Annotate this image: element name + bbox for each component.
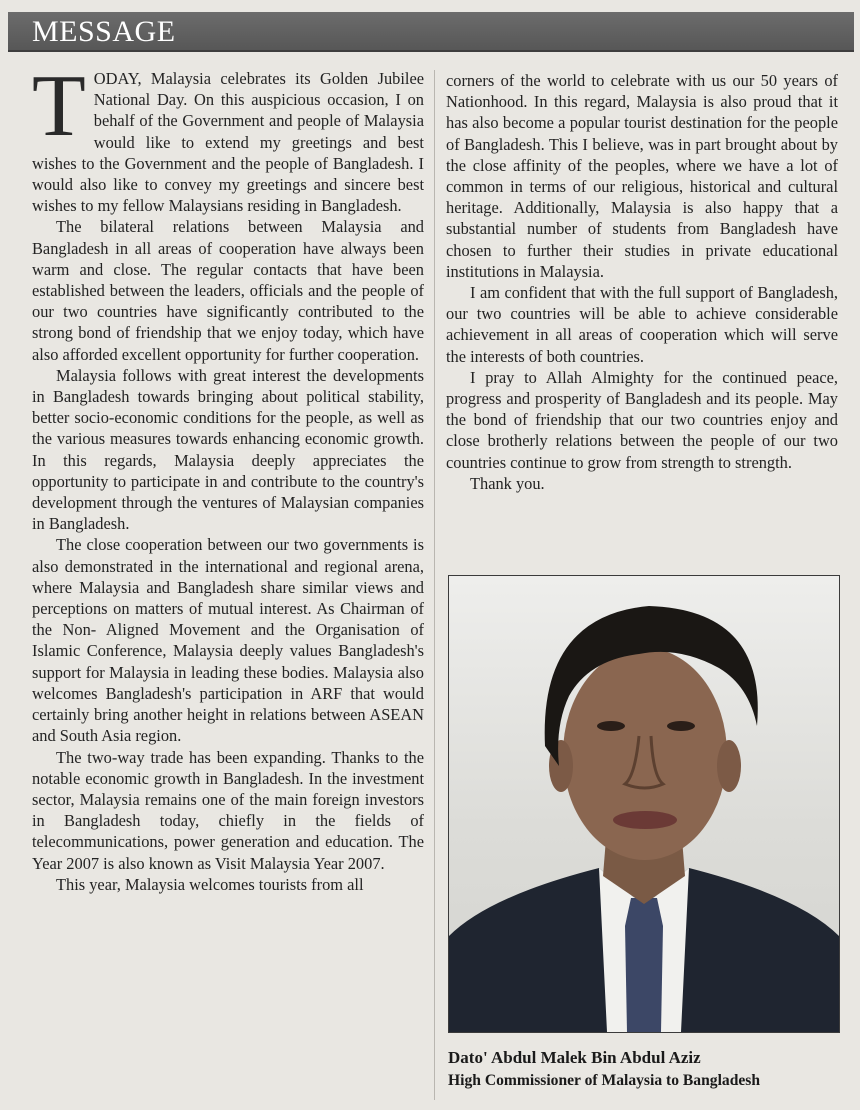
paragraph-8: I pray to Allah Almighty for the continued peace, progress and prosperity of Bangladesh and its people. May the bond of friendship that our two countries enjoy and close brotherly relations between the people of our two countries continue to grow from strength to strength. xyxy=(446,367,838,472)
closing-thanks: Thank you. xyxy=(470,473,545,493)
article-column-left xyxy=(32,58,424,895)
portrait-illustration xyxy=(449,576,839,1032)
paragraph-text: ODAY, Malaysia celebrates its Golden Jubilee National Day. On this auspicious occasion, I on behalf of the Government and people of Malaysia would like to extend my greetings and best wishes to the Government and the people of Bangladesh. I would also like to convey my greetings and sincere best wishes to my fellow Malaysians residing in Bangladesh. xyxy=(32,69,424,216)
paragraph-5: The two-way trade has been expanding. Thanks to the notable economic growth in Bangladesh. In the investment sector, Malaysia remains one of the main foreign investors in Bangladesh today, chiefly in the fields of telecommunications, power generation and education. The Year 2007 is also known as Visit Malaysia Year 2007. xyxy=(32,747,424,873)
column-divider xyxy=(434,70,435,1100)
article-column-right xyxy=(446,70,838,494)
photo-caption-name: Dato' Abdul Malek Bin Abdul Aziz xyxy=(448,1048,701,1067)
paragraph-2: The bilateral relations between Malaysia and Bangladesh in all areas of cooperation have always been warm and close. The regular contacts that have been established between the leaders, officials and the people of our two countries have significantly contributed to the strong bond of friendship that we enjoy today, which have also afforded excellent opportunity for further cooperation. xyxy=(32,217,424,364)
tie-shape xyxy=(625,898,663,1032)
drop-cap: T xyxy=(32,58,86,155)
paragraph-6-continued: corners of the world to celebrate with us our 50 years of Nationhood. In this regard, Malaysia is also proud that it has also become a popular tourist destination for the people of Bangladesh. This I believe, was in part brought about by the close affinity of the peoples, where we have a lot of common in terms of our religious, historical and cultural heritage. Additionally, Malaysia is also happy that a substantial number of students from Bangladesh have chosen to further their studies in private educational institutions in Malaysia. xyxy=(446,71,838,281)
photo-caption-title: High Commissioner of Malaysia to Bangladesh xyxy=(448,1072,761,1089)
paragraph-6: This year, Malaysia welcomes tourists from all xyxy=(56,874,364,894)
portrait-photo xyxy=(448,575,840,1033)
paragraph-7: I am confident that with the full support of Bangladesh, our two countries will be able to achieve considerable achievement in all areas of cooperation which will serve the interests of both countries. xyxy=(446,283,838,366)
paragraph-3: Malaysia follows with great interest the developments in Bangladesh towards bringing about political stability, better socio-economic conditions for the people, as well as the various measures towards enhancing economic growth. In this regards, Malaysia deeply appreciates the opportunity to participate in and contribute to the country's development through the ventures of Malaysian companies in Bangladesh. xyxy=(32,365,424,534)
paragraph-4: The close cooperation between our two governments is also demonstrated in the international and regional arena, where Malaysia and Bangladesh share similar views and perceptions on matters of mutual interest. As Chairman of the Non- Aligned Movement and the Organisation of Islamic Conference, Malaysia deeply values Bangladesh's support for Malaysia in leading these bodies. Malaysia also welcomes Bangladesh's participation in ARF that would certainly bring another height in relations between ASEAN and South Asia region. xyxy=(32,535,424,746)
eye-right xyxy=(667,721,695,731)
mouth-shape xyxy=(613,811,677,829)
page-title: MESSAGE xyxy=(32,15,176,48)
paragraph-1 xyxy=(32,58,424,216)
ear-right xyxy=(717,740,741,792)
header-banner xyxy=(8,12,854,52)
eye-left xyxy=(597,721,625,731)
